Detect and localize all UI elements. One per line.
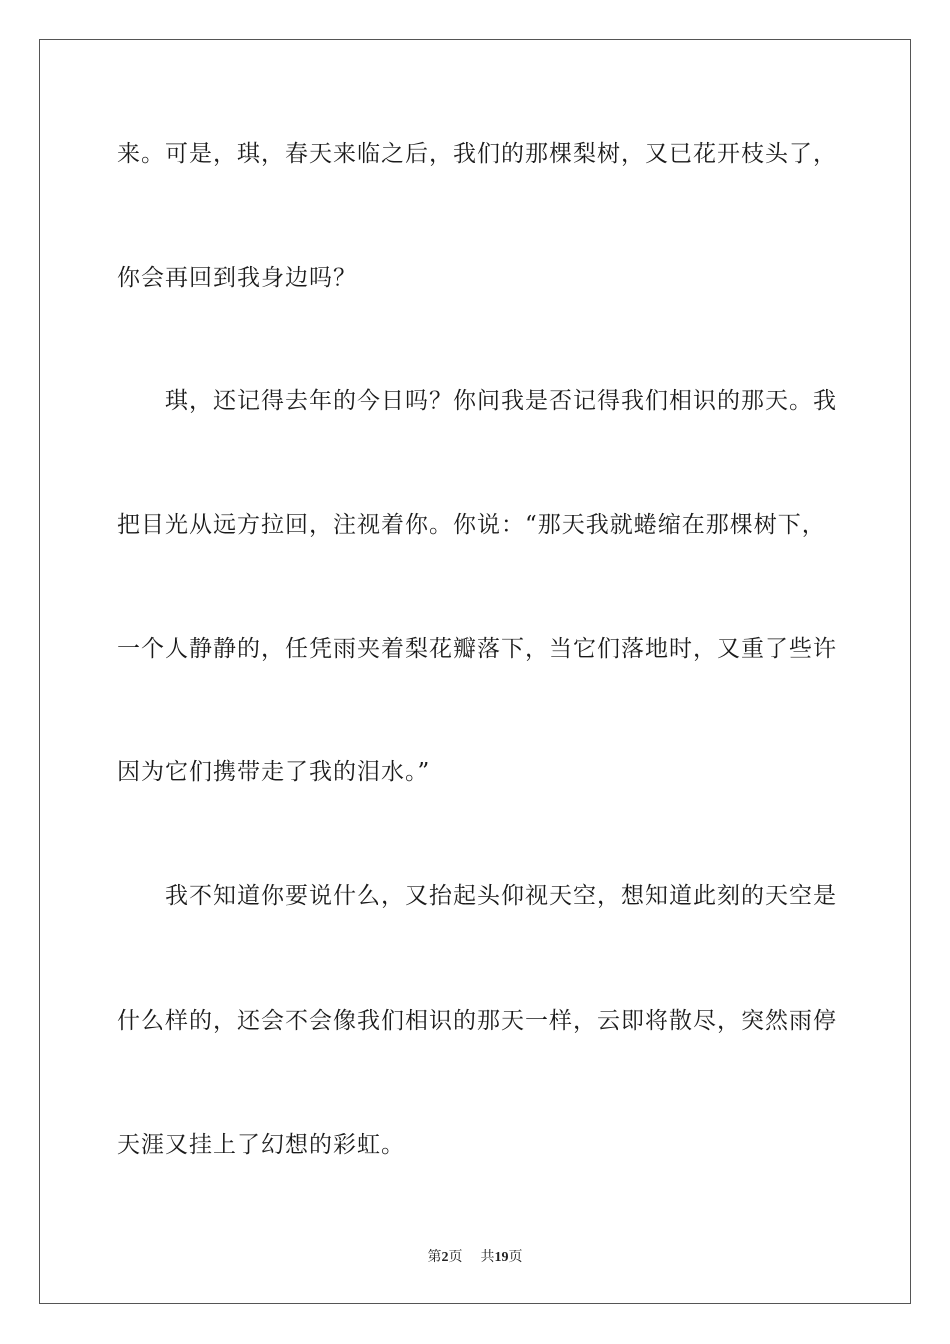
- text-line: 琪，还记得去年的今日吗？你问我是否记得我们相识的那天。我: [117, 388, 837, 414]
- page-number: 2: [441, 1250, 449, 1265]
- page-footer: [0, 1247, 950, 1268]
- text-line: 你会再回到我身边吗？: [117, 265, 357, 291]
- text-line: 天涯又挂上了幻想的彩虹。: [117, 1132, 405, 1158]
- page-suffix: 页: [448, 1249, 463, 1265]
- total-prefix: 共: [480, 1249, 495, 1265]
- text-line: 一个人静静的，任凭雨夹着梨花瓣落下，当它们落地时，又重了些许: [117, 636, 837, 662]
- total-pages: 19: [494, 1250, 509, 1265]
- text-line: 什么样的，还会不会像我们相识的那天一样，云即将散尽，突然雨停: [117, 1008, 837, 1034]
- text-line: 因为它们携带走了我的泪水。”: [117, 759, 431, 785]
- total-suffix: 页: [508, 1249, 523, 1265]
- text-line: 来。可是，琪，春天来临之后，我们的那棵梨树，又已花开枝头了，: [117, 141, 837, 167]
- text-line: 把目光从远方拉回，注视着你。你说：“那天我就蜷缩在那棵树下，: [117, 512, 826, 538]
- page-prefix: 第: [427, 1249, 442, 1265]
- text-line: 我不知道你要说什么，又抬起头仰视天空，想知道此刻的天空是: [117, 883, 837, 909]
- page-border: [39, 39, 911, 1304]
